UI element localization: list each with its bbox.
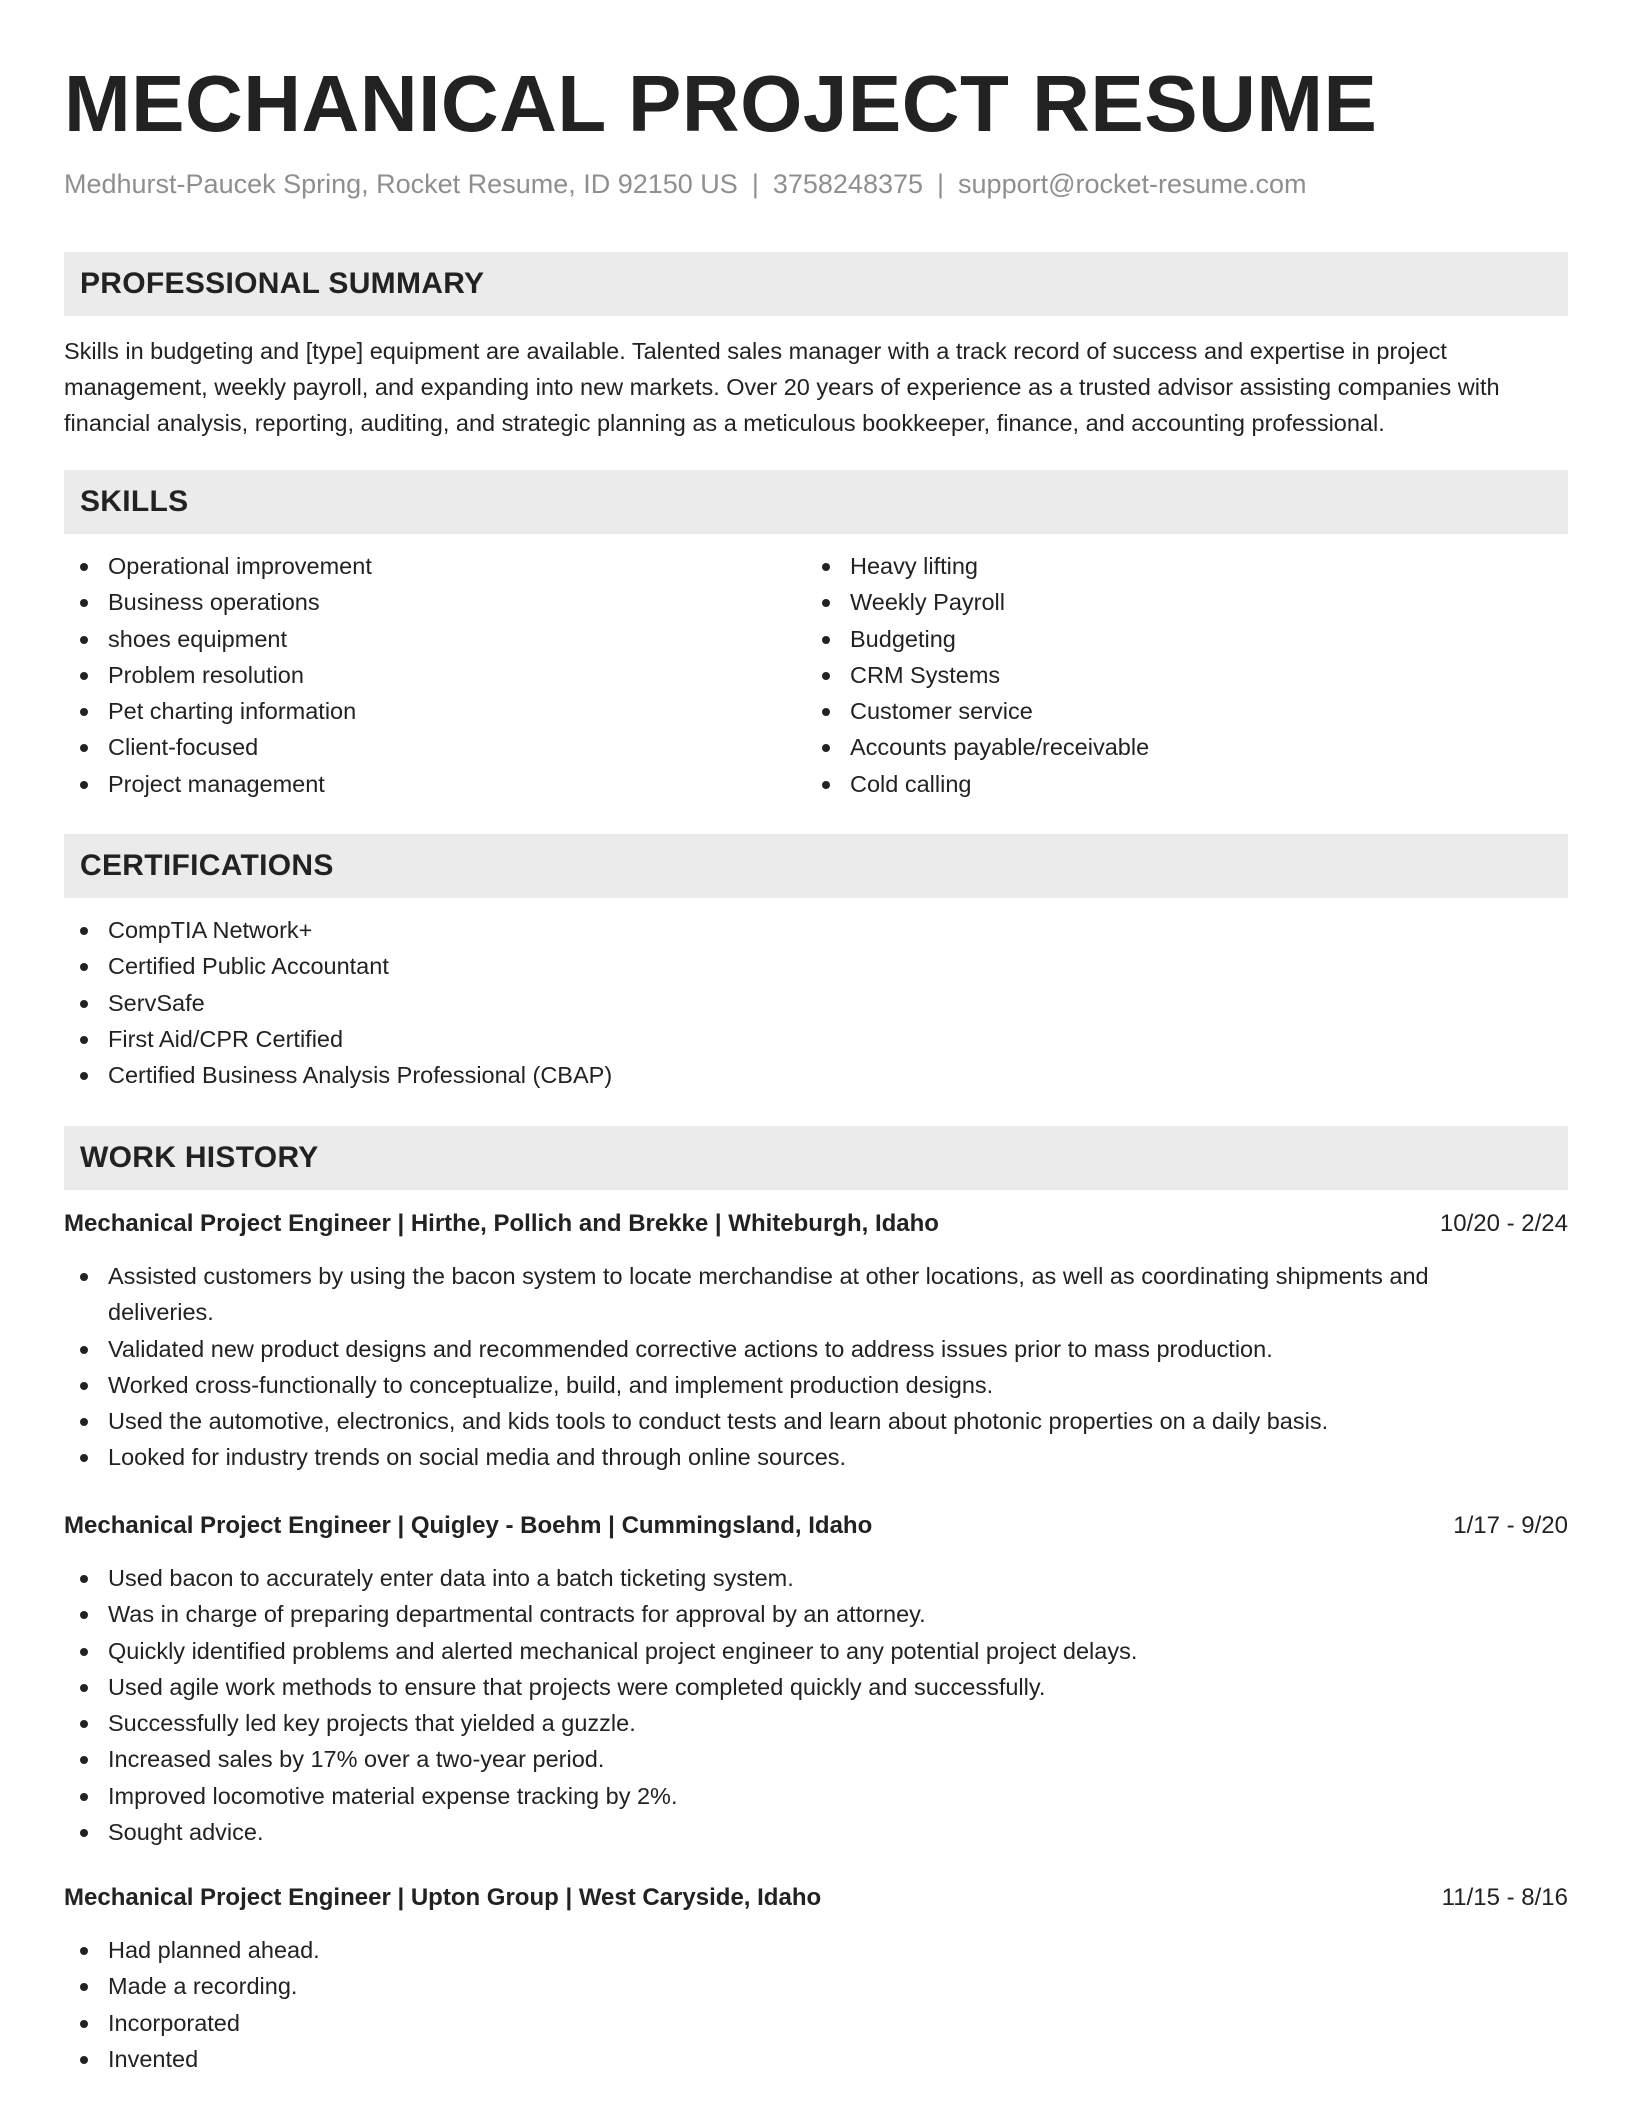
summary-heading-text: PROFESSIONAL SUMMARY bbox=[80, 267, 485, 300]
job-bullet: Quickly identified problems and alerted mechanical project engineer to any potential project delays. bbox=[64, 1633, 1568, 1669]
job-bullet: Successfully led key projects that yielded a guzzle. bbox=[64, 1705, 1568, 1741]
certification-item: CompTIA Network+ bbox=[64, 912, 1568, 948]
job-header bbox=[64, 1206, 1568, 1242]
job-bullet: Looked for industry trends on social media and through online sources. bbox=[64, 1439, 1568, 1475]
job-bullet: Increased sales by 17% over a two-year period. bbox=[64, 1741, 1568, 1777]
job-bullet: Invented bbox=[64, 2041, 1568, 2077]
job-bullet: Used the automotive, electronics, and kids tools to conduct tests and learn about photonic properties on a daily basis. bbox=[64, 1403, 1568, 1439]
job-bullet: Sought advice. bbox=[64, 1814, 1568, 1850]
job-dates: 1/17 - 9/20 bbox=[1453, 1512, 1568, 1539]
skill-item: Pet charting information bbox=[64, 693, 804, 729]
skill-item: shoes equipment bbox=[64, 621, 804, 657]
job-dates: 11/15 - 8/16 bbox=[1441, 1884, 1568, 1911]
summary-section-heading bbox=[64, 252, 1568, 316]
contact-separator: | bbox=[751, 169, 759, 199]
skill-item: CRM Systems bbox=[806, 657, 1546, 693]
job-bullet: Validated new product designs and recommended corrective actions to address issues prior to mass production. bbox=[64, 1331, 1568, 1367]
skill-item: Cold calling bbox=[806, 766, 1546, 802]
job-bullet: Had planned ahead. bbox=[64, 1932, 1568, 1968]
skill-item: Heavy lifting bbox=[806, 548, 1546, 584]
certifications-list bbox=[64, 912, 1568, 1093]
job-bullet: Used bacon to accurately enter data into a batch ticketing system. bbox=[64, 1560, 1568, 1596]
skills-section-heading bbox=[64, 470, 1568, 534]
job-bullets bbox=[64, 1560, 1568, 1850]
skills-list-right bbox=[806, 548, 1546, 802]
skill-item: Customer service bbox=[806, 693, 1546, 729]
contact-phone: 3758248375 bbox=[772, 169, 924, 199]
summary-text: Skills in budgeting and [type] equipment are available. Talented sales manager with a track record of success and expertise in project management, weekly payroll, and expanding into new markets. Over 20 years of experience as a trusted advisor assisting companies with financial analysis, reporting, auditing, and strategic planning as a meticulous bookkeeper, finance, and accounting professional. bbox=[64, 338, 1500, 436]
contact-address: Medhurst-Paucek Spring, Rocket Resume, ID 92150 US bbox=[64, 169, 738, 199]
job-bullet: Worked cross-functionally to conceptualize, build, and implement production designs. bbox=[64, 1367, 1568, 1403]
certifications-heading-text: CERTIFICATIONS bbox=[80, 849, 334, 882]
contact-line bbox=[64, 166, 1307, 202]
skill-item: Accounts payable/receivable bbox=[806, 729, 1546, 765]
skill-item: Client-focused bbox=[64, 729, 804, 765]
skill-item: Project management bbox=[64, 766, 804, 802]
contact-email: support@rocket-resume.com bbox=[958, 169, 1307, 199]
job-title: Mechanical Project Engineer | Hirthe, Pollich and Brekke | Whiteburgh, Idaho bbox=[64, 1210, 939, 1237]
work-history-heading-text: WORK HISTORY bbox=[80, 1141, 319, 1174]
contact-separator: | bbox=[937, 169, 945, 199]
skill-item: Operational improvement bbox=[64, 548, 804, 584]
certifications-section-heading bbox=[64, 834, 1568, 898]
skill-item: Budgeting bbox=[806, 621, 1546, 657]
job-bullet: Was in charge of preparing departmental contracts for approval by an attorney. bbox=[64, 1596, 1568, 1632]
job-header bbox=[64, 1880, 1568, 1916]
job-bullet: Used agile work methods to ensure that projects were completed quickly and successfully. bbox=[64, 1669, 1568, 1705]
job-dates: 10/20 - 2/24 bbox=[1439, 1210, 1568, 1237]
skill-item: Business operations bbox=[64, 584, 804, 620]
certification-item: ServSafe bbox=[64, 985, 1568, 1021]
job-bullet: Assisted customers by using the bacon system to locate merchandise at other locations, as well as coordinating shipments and bbox=[64, 1258, 1568, 1294]
job-bullets bbox=[64, 1932, 1568, 2077]
job-bullet: Made a recording. bbox=[64, 1968, 1568, 2004]
work-history-section-heading bbox=[64, 1126, 1568, 1190]
skills-heading-text: SKILLS bbox=[80, 485, 189, 518]
skill-item: Weekly Payroll bbox=[806, 584, 1546, 620]
job-title: Mechanical Project Engineer | Upton Group | West Caryside, Idaho bbox=[64, 1884, 822, 1911]
job-bullets bbox=[64, 1258, 1568, 1476]
job-header bbox=[64, 1508, 1568, 1544]
job-bullet: Improved locomotive material expense tracking by 2%. bbox=[64, 1778, 1568, 1814]
job-bullet-continuation: deliveries. bbox=[108, 1299, 214, 1326]
certification-item: Certified Public Accountant bbox=[64, 948, 1568, 984]
certification-item: First Aid/CPR Certified bbox=[64, 1021, 1568, 1057]
job-bullet: Incorporated bbox=[64, 2005, 1568, 2041]
job-title: Mechanical Project Engineer | Quigley - Boehm | Cummingsland, Idaho bbox=[64, 1512, 873, 1539]
resume-title: MECHANICAL PROJECT RESUME bbox=[64, 59, 1378, 148]
certification-item: Certified Business Analysis Professional (CBAP) bbox=[64, 1057, 1568, 1093]
skill-item: Problem resolution bbox=[64, 657, 804, 693]
skills-list-left bbox=[64, 548, 804, 802]
